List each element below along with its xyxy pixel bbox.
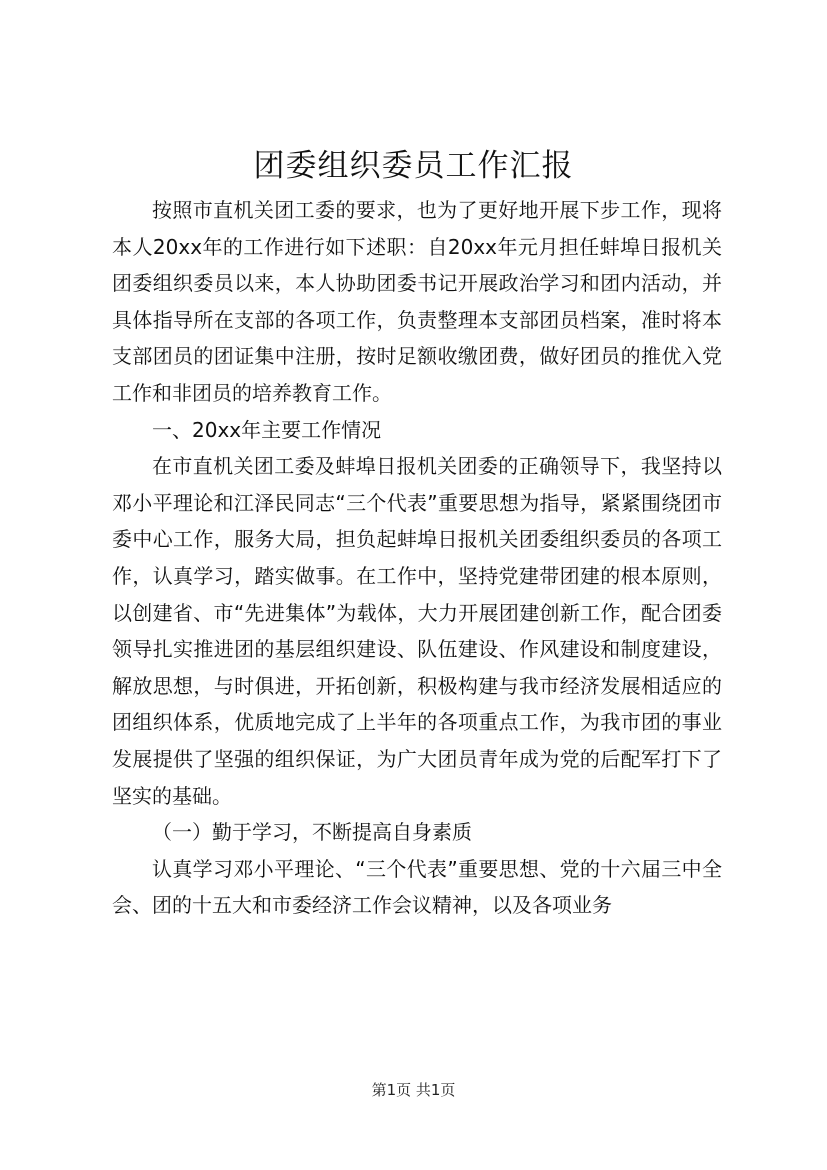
subsection-heading-1: （一）勤于学习，不断提高自身素质	[152, 820, 472, 845]
section-heading-1: 一、20xx年主要工作情况	[152, 417, 382, 442]
paragraph-intro: 按照市直机关团工委的要求，也为了更好地开展下步工作，现将本人20xx年的工作进行如下述职：自20xx年元月担任蚌埠日报机关团委组织委员以来，本人协助团委书记开展政治学习和团内活动，并具体指导所在支部的各项工作，负责整理本支部团员档案，准时将本支部团员的团证集中注册，按时足额收缴团费，做好团员的推优入党工作和非团员的培养教育工作。	[112, 198, 722, 405]
document-body	[112, 192, 722, 924]
page-number-footer: 第1页 共1页	[371, 1081, 456, 1099]
paragraph-main-work: 在市直机关团工委及蚌埠日报机关团委的正确领导下，我坚持以邓小平理论和江泽民同志“三个代表”重要思想为指导，紧紧围绕团市委中心工作，服务大局，担负起蚌埠日报机关团委组织委员的各项工作，认真学习，踏实做事。在工作中，坚持党建带团建的根本原则，以创建省、市“先进集体”为载体，大力开展团建创新工作，配合团委领导扎实推进团的基层组织建设、队伍建设、作风建设和制度建设，解放思想，与时俱进，开拓创新，积极构建与我市经济发展相适应的团组织体系，优质地完成了上半年的各项重点工作，为我市团的事业发展提供了坚强的组织保证，为广大团员青年成为党的后配军打下了坚实的基础。	[112, 454, 722, 808]
document-title: 团委组织委员工作汇报	[253, 148, 574, 184]
paragraph-study: 认真学习邓小平理论、“三个代表”重要思想、党的十六届三中全会、团的十五大和市委经济工作会议精神，以及各项业务	[112, 856, 722, 918]
